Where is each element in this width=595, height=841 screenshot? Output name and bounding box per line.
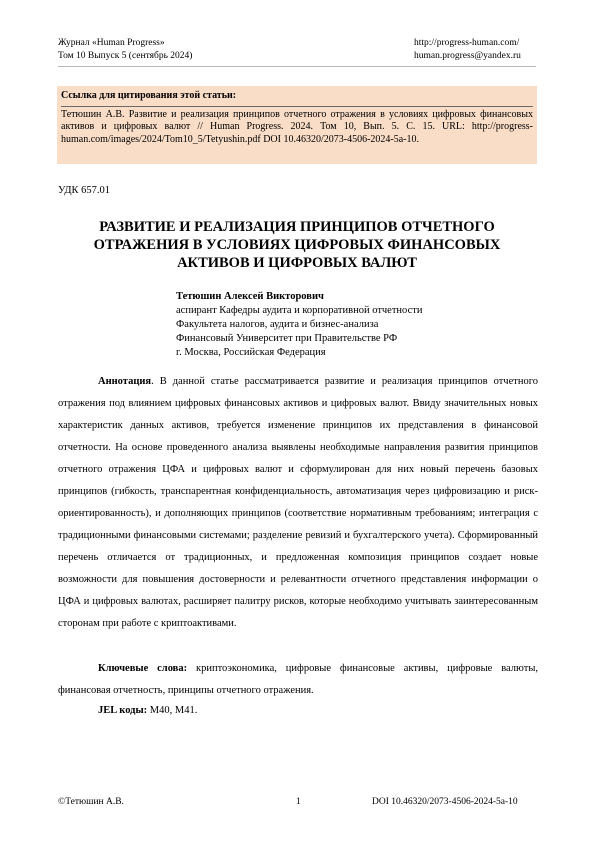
- journal-email[interactable]: human.progress@yandex.ru: [414, 51, 521, 61]
- title-line: ОТРАЖЕНИЯ В УСЛОВИЯХ ЦИФРОВЫХ ФИНАНСОВЫХ: [93, 237, 501, 253]
- citation-text: Тетюшин А.В. Развитие и реализация принципов отчетного отражения в условиях цифровых финансовых активов и цифровых валют // Human Progress. 2024. Том 10, Вып. 5. C. 15. URL: http://progress-human.com/images/2024/Tom10_5/Tetyushin.pdf DOI 10.46320/2073-4506-2024-5a-10.: [61, 108, 533, 145]
- title-line: АКТИВОВ И ЦИФРОВЫХ ВАЛЮТ: [177, 255, 417, 271]
- author-affiliation-line: Факультета налогов, аудита и бизнес-анализа: [176, 319, 379, 330]
- citation-box: [57, 86, 537, 164]
- running-header-left: [58, 37, 192, 63]
- footer-page-number: 1: [296, 797, 301, 807]
- footer-copyright: ©Тетюшин А.В.: [58, 797, 124, 807]
- author-affiliation-line: г. Москва, Российская Федерация: [176, 347, 326, 358]
- jel-codes: [58, 700, 197, 722]
- abstract-label: Аннотация: [98, 376, 152, 387]
- jel-label: JEL коды:: [98, 705, 148, 716]
- author-affiliation-line: Финансовый Университет при Правительстве РФ: [176, 333, 398, 344]
- journal-website[interactable]: http://progress-human.com/: [414, 38, 520, 48]
- citation-divider: [61, 106, 533, 107]
- keywords: [58, 658, 538, 702]
- article-title: [58, 218, 536, 272]
- header-divider: [58, 66, 536, 67]
- author-name: Тетюшин Алексей Викторович: [176, 291, 324, 302]
- running-header-right: [414, 37, 521, 63]
- issue-info: Том 10 Выпуск 5 (сентябрь 2024): [58, 51, 193, 61]
- keywords-text: криптоэкономика, цифровые финансовые активы, цифровые валюты, финансовая отчетность, принципы отчетного отражения.: [58, 663, 538, 696]
- jel-text: M40, M41.: [147, 705, 198, 716]
- abstract-text: . В данной статье рассматривается развитие и реализация принципов отчетного отражения под влиянием цифровых финансовых активов и цифровых валют. Ввиду значительных новых характеристик данных активов, требуется изменение принципов их представления в финансовой отчетности. На основе проведенного анализа выявлены необходимые направления развития принципов отчетного отражения ЦФА и цифровых валют и сформулирован для них новый перечень базовых принципов (гибкость, транспарентная конфиденциальность, автоматизация через цифровизацию и риск-ориентированность), и дополняющих принципов (соответствие нормативным требованиям; интеграция с традиционными финансовыми системами; разделение ревизий и бухгалтерского учета). Сформированный перечень отличается от традиционных, и предложенная композиция принципов создает новые возможности для повышения достоверности и релевантности отчетного представления информации о ЦФА и цифровых валютах, расширяет палитру рисков, которые необходимо учитывать заинтересованным сторонам при работе с криптоактивами.: [58, 376, 538, 629]
- keywords-label: Ключевые слова:: [98, 663, 188, 674]
- abstract: [58, 371, 538, 635]
- udk-code: УДК 657.01: [58, 185, 111, 196]
- citation-title: Ссылка для цитирования этой статьи:: [61, 90, 237, 101]
- title-line: РАЗВИТИЕ И РЕАЛИЗАЦИЯ ПРИНЦИПОВ ОТЧЕТНОГО: [99, 219, 495, 235]
- journal-name: Журнал «Human Progress»: [58, 38, 165, 48]
- author-affiliation-line: аспирант Кафедры аудита и корпоративной отчетности: [176, 305, 423, 316]
- author-block: [176, 290, 422, 360]
- footer-doi: DOI 10.46320/2073-4506-2024-5a-10: [372, 797, 518, 807]
